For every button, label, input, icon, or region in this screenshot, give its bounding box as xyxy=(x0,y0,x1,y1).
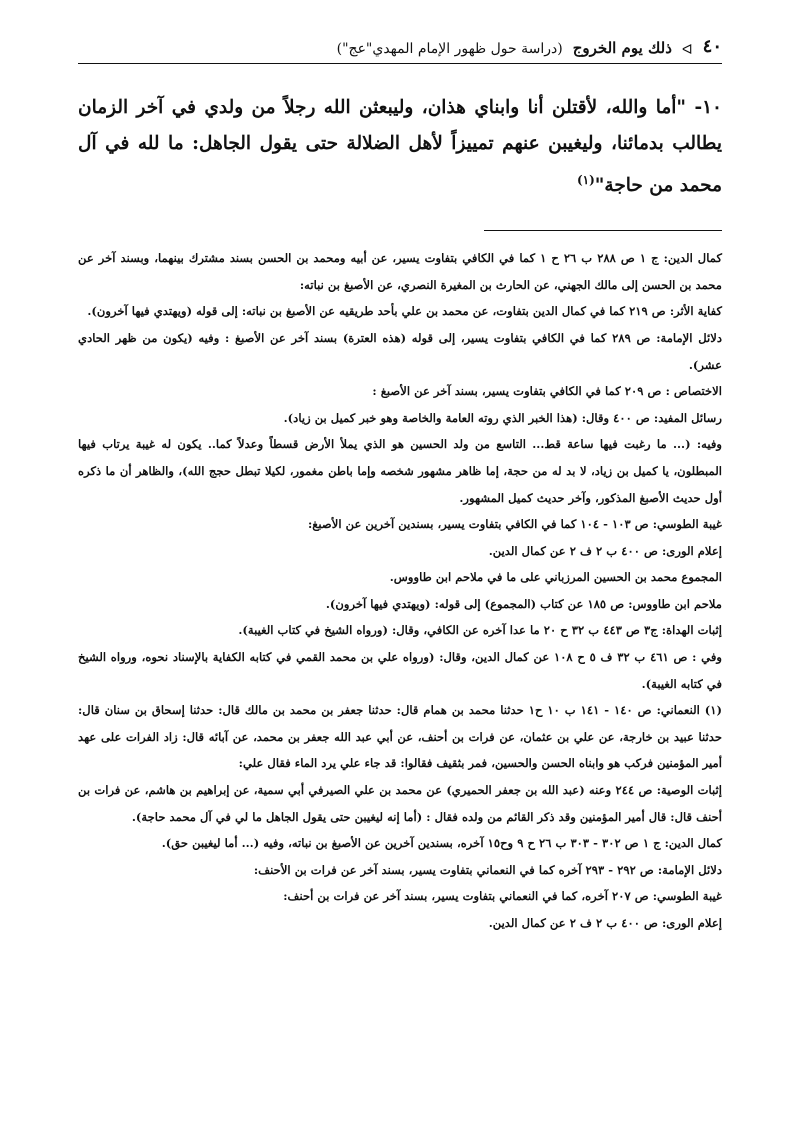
footnote-line: إثبات الوصية: ص ٢٤٤ وعنه (عبد الله بن جعفر الحميري) عن محمد بن علي الصيرفي أبي سمية، عن إبراهيم بن هاشم، عن فرات بن أحنف قال: قال أمير المؤمنين وقد ذكر القائم من ولده فقال : (أما إنه ليغيبن حتى يقول الجاهل ما لي في آل محمد حاجة). xyxy=(78,783,722,824)
book-title: ذلك يوم الخروج xyxy=(572,39,672,57)
footnote-line: غيبة الطوسي: ص ٢٠٧ آخره، كما في النعماني بتفاوت يسير، بسند آخر عن فرات بن أحنف: xyxy=(283,889,722,904)
footnote-separator xyxy=(484,230,722,231)
book-subtitle: (دراسة حول ظهور الإمام المهدي"عج") xyxy=(336,41,563,57)
footnote-line: دلائل الإمامة: ص ٢٩٢ - ٢٩٣ آخره كما في النعماني بتفاوت يسير، بسند آخر عن فرات بن الأحنف: xyxy=(253,862,722,877)
hadith-text: ١٠- "أما والله، لأقتلن أنا وابناي هذان، وليبعثن الله رجلاً من ولدي في آخر الزمان يطالب بدمائنا، وليغيبن عنهم تمييزاً لأهل الضلالة حتى يقول الجاهل: ما لله في آل محمد من حاجة" xyxy=(78,97,722,197)
page-number: ٤٠ xyxy=(702,36,722,57)
footnote-line: دلائل الإمامة: ص ٢٨٩ كما في الكافي بتفاوت يسير، إلى قوله (هذه العترة) بسند آخر عن الأصبغ : وفيه (يكون من ظهر الحادي عشر). xyxy=(78,330,722,372)
footnotes xyxy=(78,245,722,936)
footnote-line: إثبات الهداة: ج٣ ص ٤٤٣ ب ٣٢ ح ٢٠ ما عدا آخره عن الكافي، وقال: (ورواه الشيخ في كتاب الغيبة). xyxy=(238,623,722,638)
footnote-line: كمال الدين: ج ١ ص ٣٠٢ - ٣٠٣ ب ٢٦ ح ٩ وح١٥ آخره، بسندين آخرين عن الأصبغ بن نباته، وفيه (... أما ليغيبن حق). xyxy=(161,836,722,851)
footnote-line: الاختصاص : ص ٢٠٩ كما في الكافي بتفاوت يسير، بسند آخر عن الأصبغ : xyxy=(372,384,722,399)
footnote-line: غيبة الطوسي: ص ١٠٣ - ١٠٤ كما في الكافي بتفاوت يسير، بسندين آخرين عن الأصبغ: xyxy=(307,517,722,532)
footnote-line: كفاية الأثر: ص ٢١٩ كما في كمال الدين بتفاوت، عن محمد بن علي بأحد طريقيه عن الأصبغ بن نباته: إلى قوله (ويهتدي فيها آخرون). xyxy=(87,304,722,319)
footnote-line: (١) النعماني: ص ١٤٠ - ١٤١ ب ١٠ ح١ حدثنا محمد بن همام قال: حدثنا جعفر بن محمد بن مالك قال: حدثنا إسحاق بن سنان قال: حدثنا عبيد بن خارجة، عن علي بن عثمان، عن فرات بن أحنف، عن أبي عبد الله جعفر بن محمد، عن آبائه قال: زاد الفرات على عهد أمير المؤمنين فركب هو وابناه الحسن والحسين، فمر بثقيف فقالوا: قد جاء علي يرد الماء فقال علي: xyxy=(78,703,722,771)
hadith-text-block xyxy=(78,90,722,204)
footnote-line: إعلام الورى: ص ٤٠٠ ب ٢ ف ٢ عن كمال الدين. xyxy=(488,543,722,558)
footnote-line: وفيه: (... ما رغبت فيها ساعة قط... التاسع من ولد الحسين هو الذي يملأ الأرض قسطاً وعدلاً كما.. يكون له غيبة يرتاب فيها المبطلون، يا كميل بن زياد، لا بد له من حجة، إما ظاهر مشهور شخصه وإما باطن مغمور، لكيلا تبطل حجج الله)، والظاهر أن ما ذكره أول حديث الأصبغ المذكور، وآخر حديث كميل المشهور. xyxy=(78,437,722,505)
footnote-line: إعلام الورى: ص ٤٠٠ ب ٢ ف ٢ عن كمال الدين. xyxy=(488,916,722,930)
footnote-line: كمال الدين: ج ١ ص ٢٨٨ ب ٢٦ ح ١ كما في الكافي بتفاوت يسير، عن أبيه ومحمد بن الحسن بسند مشترك بينهما، وبسند آخر عن محمد بن الحسن إلى مالك الجهني، عن الحارث بن المغيرة النصري، عن الأصبغ بن نباته: xyxy=(78,251,722,292)
footnote-separator-wrap xyxy=(78,204,722,231)
running-header xyxy=(78,30,722,64)
footnote-marker: (١) xyxy=(576,173,595,187)
footnote-line: رسائل المفيد: ص ٤٠٠ وقال: (هذا الخبر الذي روته العامة والخاصة وهو خبر كميل بن زياد). xyxy=(283,410,722,425)
footnote-line: المجموع محمد بن الحسين المرزباني على ما في ملاحم ابن طاووس. xyxy=(389,570,722,585)
arrow-left-icon: ᐊ xyxy=(681,42,693,58)
footnote-line: ملاحم ابن طاووس: ص ١٨٥ عن كتاب (المجموع) إلى قوله: (ويهتدي فيها آخرون). xyxy=(325,596,722,611)
footnote-line: وفي : ص ٤٦١ ب ٣٢ ف ٥ ح ١٠٨ عن كمال الدين، وقال: (ورواه علي بن محمد القمي في كتابه الكفاية بالإسناد نحوه، ورواه الشيخ في كتابه الغيبة). xyxy=(78,650,722,691)
